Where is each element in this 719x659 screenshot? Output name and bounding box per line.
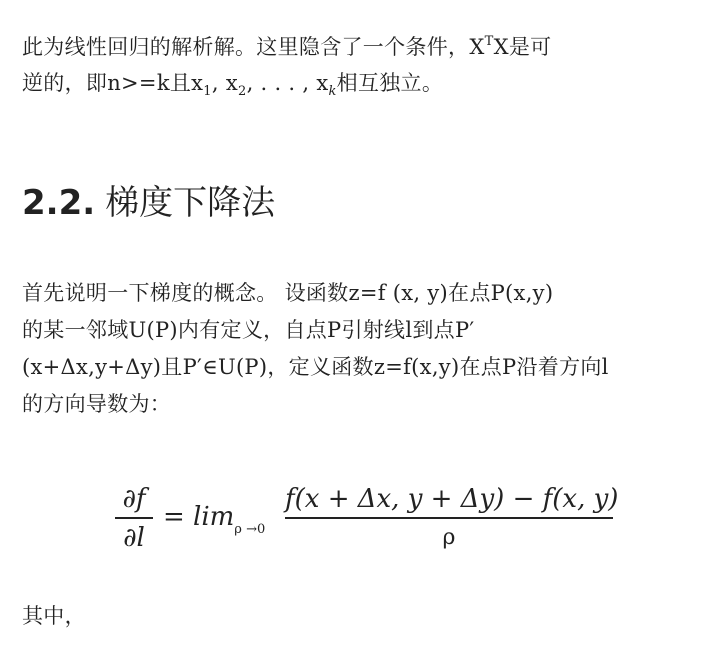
- section-heading: [22, 178, 275, 228]
- directional-derivative-formula: [95, 480, 619, 560]
- rhs-numerator: f(x + Δx, y + Δy) − f(x, y): [285, 484, 619, 514]
- subscript-1: 1: [203, 84, 212, 99]
- para2-line-2: 的某一邻域U(P)内有定义，自点P引射线l到点P′: [22, 318, 475, 342]
- transpose-superscript: T: [484, 34, 494, 49]
- lhs-numerator: ∂f: [122, 484, 146, 514]
- para1-text-e: , . . . , x: [246, 71, 329, 95]
- rhs-fraction: [285, 483, 619, 554]
- para2-line-4: 的方向导数为：: [22, 392, 172, 416]
- subscript-2: 2: [237, 84, 247, 99]
- para1-text-a: 此为线性回归的解析解。这里隐含了一个条件，: [22, 35, 470, 59]
- para2-line-1: 首先说明一下梯度的概念。 设函数z=f (x, y)在点P(x,y): [22, 281, 554, 305]
- paragraph-where: 其中，: [22, 604, 86, 628]
- para1-text-d: , x: [211, 71, 238, 95]
- matrix-x: X: [469, 35, 485, 59]
- limit-subscript: ρ →0: [234, 522, 266, 537]
- para1-text-b: 是可: [508, 35, 552, 59]
- matrix-x: X: [493, 35, 509, 59]
- para1-text-f: 相互独立。: [336, 71, 444, 95]
- fraction-bar: [285, 517, 613, 519]
- para1-text-c: 逆的，即n>=k且x: [22, 71, 204, 95]
- fraction-bar: [115, 517, 153, 519]
- limit-operator: [193, 501, 265, 546]
- para2-line-3: (x+Δx,y+Δy)且P′∈U(P)，定义函数z=f(x,y)在点P沿着方向l: [22, 355, 609, 379]
- limit-text: lim: [193, 502, 235, 532]
- lhs-denominator: ∂l: [123, 522, 145, 553]
- lhs-fraction: [115, 483, 153, 554]
- rhs-denominator: ρ: [442, 524, 456, 550]
- section-title: 梯度下降法: [105, 183, 276, 223]
- paragraph-gradient-concept: [22, 275, 609, 423]
- equals-sign: =: [163, 502, 185, 532]
- section-number: 2.2.: [22, 183, 96, 223]
- paragraph-analytic-solution: [22, 24, 551, 110]
- subscript-k: k: [328, 84, 337, 99]
